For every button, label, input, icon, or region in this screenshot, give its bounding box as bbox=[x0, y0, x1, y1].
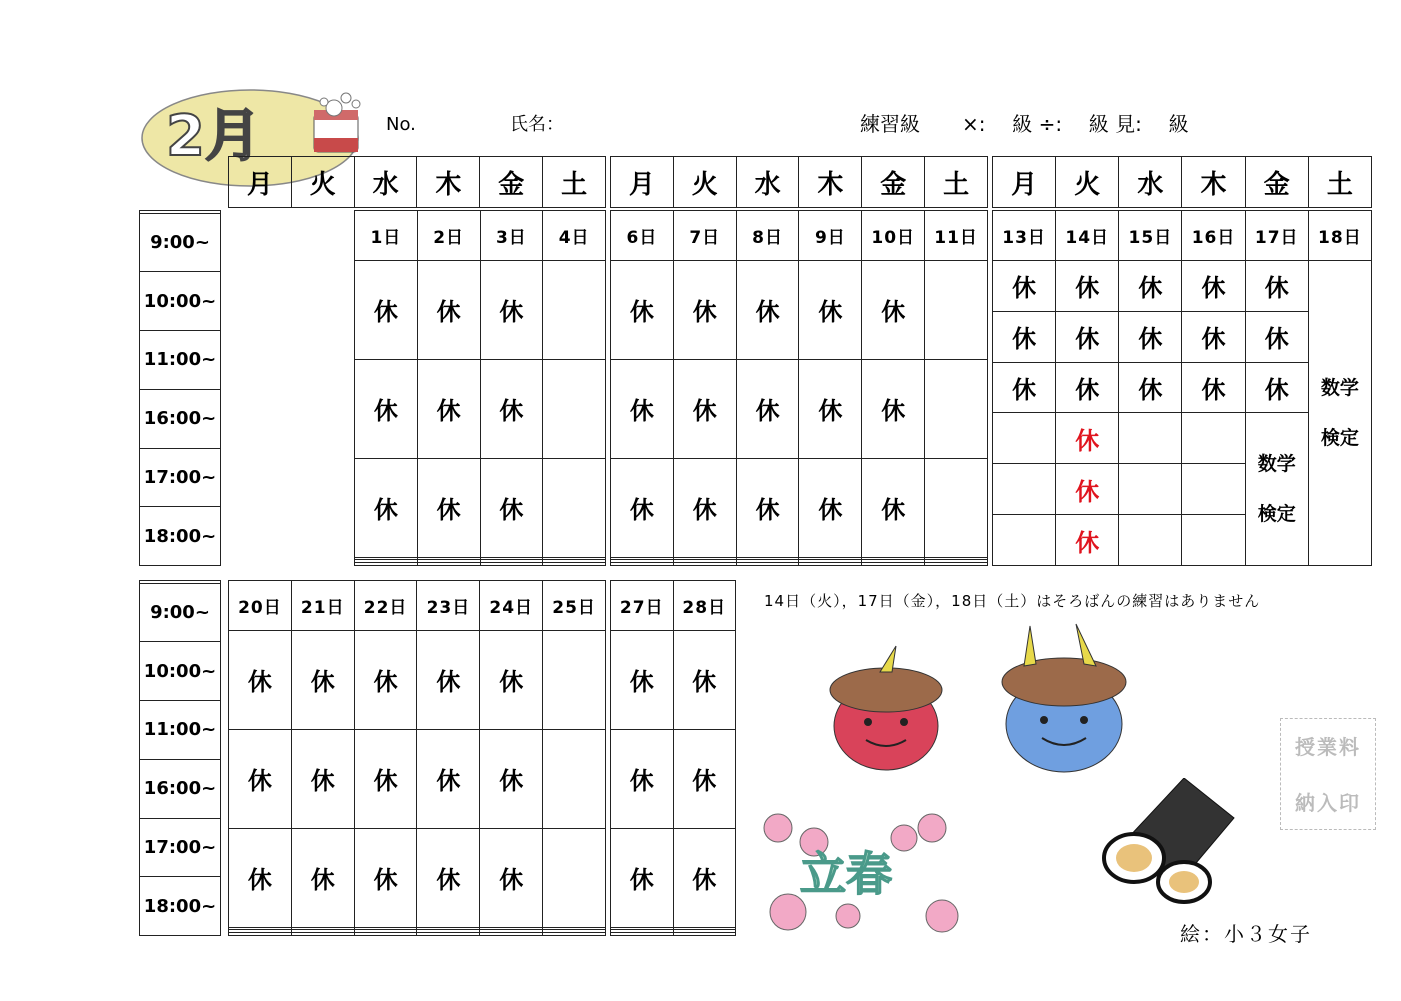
time-label: 16:00~ bbox=[140, 759, 221, 818]
exam-label-line2: 検定 bbox=[1257, 503, 1296, 526]
closed-cell-red: 休 bbox=[1056, 515, 1119, 566]
slot-cell bbox=[543, 563, 606, 566]
closed-cell: 休 bbox=[1182, 362, 1245, 413]
date-cell: 6日 bbox=[611, 211, 674, 261]
closed-cell: 休 bbox=[1182, 261, 1245, 312]
date-cell: 7日 bbox=[673, 211, 736, 261]
weekday: 金 bbox=[862, 157, 925, 208]
time-label: 18:00~ bbox=[140, 507, 221, 566]
date-cell: 18日 bbox=[1308, 211, 1371, 261]
slot-cell bbox=[1182, 515, 1245, 566]
closed-cell: 休 bbox=[480, 828, 543, 927]
closed-cell: 休 bbox=[736, 458, 799, 557]
slot-cell bbox=[925, 261, 988, 360]
weekday: 土 bbox=[543, 157, 606, 208]
slot-cell bbox=[229, 933, 292, 936]
week3-grid bbox=[992, 210, 1372, 566]
time-label: 17:00~ bbox=[140, 818, 221, 877]
weekday: 木 bbox=[417, 157, 480, 208]
ehomaki-illustration bbox=[1088, 778, 1238, 908]
closed-cell: 休 bbox=[993, 362, 1056, 413]
date-cell: 20日 bbox=[229, 581, 292, 631]
slot-cell bbox=[355, 563, 418, 566]
slot-cell bbox=[993, 515, 1056, 566]
slot-cell bbox=[543, 359, 606, 458]
closed-cell: 休 bbox=[480, 631, 543, 730]
closed-cell: 休 bbox=[862, 458, 925, 557]
grade-items bbox=[962, 108, 1189, 137]
slot-cell bbox=[925, 359, 988, 458]
closed-cell: 休 bbox=[799, 359, 862, 458]
stamp-label-line2: 納入印 bbox=[1295, 791, 1361, 815]
closed-cell: 休 bbox=[673, 458, 736, 557]
closed-cell: 休 bbox=[862, 359, 925, 458]
date-cell: 15日 bbox=[1119, 211, 1182, 261]
closed-cell: 休 bbox=[229, 631, 292, 730]
weekday: 火 bbox=[1056, 157, 1119, 208]
date-cell: 28日 bbox=[673, 581, 736, 631]
notice-text: 14日（火），17日（金），18日（土）はそろばんの練習はありません bbox=[764, 592, 1261, 610]
slot-cell bbox=[1119, 515, 1182, 566]
closed-cell: 休 bbox=[417, 458, 480, 557]
closed-cell: 休 bbox=[611, 359, 674, 458]
weekday: 土 bbox=[1308, 157, 1371, 208]
closed-cell: 休 bbox=[611, 458, 674, 557]
closed-cell: 休 bbox=[354, 828, 417, 927]
time-label: 16:00~ bbox=[140, 389, 221, 448]
slot-cell bbox=[1182, 413, 1245, 464]
week2-grid bbox=[610, 210, 988, 566]
grade-label: 練習級 bbox=[860, 112, 920, 136]
closed-cell: 休 bbox=[229, 729, 292, 828]
closed-cell: 休 bbox=[862, 261, 925, 360]
closed-cell: 休 bbox=[673, 828, 736, 927]
slot-cell bbox=[543, 933, 606, 936]
closed-cell: 休 bbox=[1056, 261, 1119, 312]
slot-cell bbox=[673, 563, 736, 566]
weekday: 水 bbox=[1119, 157, 1182, 208]
exam-label-line1: 数学 bbox=[1257, 453, 1296, 476]
closed-cell: 休 bbox=[799, 261, 862, 360]
week4-grid bbox=[228, 580, 606, 936]
mult-label: ×: bbox=[962, 112, 986, 136]
mental-grade: 級 bbox=[1168, 112, 1189, 136]
slot-cell bbox=[736, 563, 799, 566]
slot-cell bbox=[925, 458, 988, 557]
weekday-header-2 bbox=[610, 156, 988, 208]
closed-cell: 休 bbox=[673, 631, 736, 730]
time-label: 18:00~ bbox=[140, 877, 221, 936]
closed-cell: 休 bbox=[229, 828, 292, 927]
slot-cell bbox=[543, 729, 606, 828]
mult-grade: 級 bbox=[1012, 112, 1033, 136]
slot-cell bbox=[1119, 464, 1182, 515]
closed-cell: 休 bbox=[354, 729, 417, 828]
closed-cell: 休 bbox=[1245, 261, 1308, 312]
slot-cell bbox=[1119, 413, 1182, 464]
closed-cell: 休 bbox=[611, 261, 674, 360]
date-cell: 3日 bbox=[480, 211, 543, 261]
closed-cell: 休 bbox=[1182, 311, 1245, 362]
weekday: 火 bbox=[291, 157, 354, 208]
date-cell: 21日 bbox=[291, 581, 354, 631]
risshun-text: 立春 bbox=[800, 847, 892, 901]
closed-cell: 休 bbox=[1056, 362, 1119, 413]
name-label: 氏名： bbox=[510, 114, 564, 135]
slot-cell bbox=[543, 631, 606, 730]
slot-cell bbox=[543, 261, 606, 360]
month-title: 2月 bbox=[166, 104, 261, 169]
closed-cell-red: 休 bbox=[1056, 464, 1119, 515]
date-cell: 2日 bbox=[417, 211, 480, 261]
exam-cell-18 bbox=[1308, 261, 1371, 566]
date-cell: 9日 bbox=[799, 211, 862, 261]
closed-cell: 休 bbox=[417, 828, 480, 927]
weekday: 金 bbox=[1245, 157, 1308, 208]
weekday: 水 bbox=[354, 157, 417, 208]
closed-cell: 休 bbox=[993, 311, 1056, 362]
closed-cell: 休 bbox=[611, 631, 674, 730]
closed-cell: 休 bbox=[673, 261, 736, 360]
slot-cell bbox=[862, 563, 925, 566]
date-cell: 22日 bbox=[354, 581, 417, 631]
slot-cell bbox=[611, 563, 674, 566]
slot-cell bbox=[611, 933, 674, 936]
mental-label: 見: bbox=[1115, 112, 1142, 136]
exam-cell-17 bbox=[1245, 413, 1308, 566]
date-cell: 11日 bbox=[925, 211, 988, 261]
closed-cell: 休 bbox=[736, 359, 799, 458]
date-cell: 8日 bbox=[736, 211, 799, 261]
closed-cell: 休 bbox=[480, 359, 543, 458]
weekday: 木 bbox=[799, 157, 862, 208]
illustration-credit: 絵：小３女子 bbox=[1180, 922, 1312, 946]
slot-cell bbox=[543, 458, 606, 557]
closed-cell: 休 bbox=[611, 729, 674, 828]
weekday: 木 bbox=[1182, 157, 1245, 208]
week1-grid bbox=[354, 210, 606, 566]
date-cell: 1日 bbox=[355, 211, 418, 261]
closed-cell: 休 bbox=[1119, 261, 1182, 312]
time-label: 10:00~ bbox=[140, 642, 221, 701]
time-label: 11:00~ bbox=[140, 331, 221, 390]
red-oni-illustration bbox=[826, 636, 946, 776]
time-label: 9:00~ bbox=[140, 213, 221, 272]
div-grade: 級 bbox=[1088, 112, 1109, 136]
closed-cell: 休 bbox=[480, 458, 543, 557]
date-cell: 4日 bbox=[543, 211, 606, 261]
weekday: 月 bbox=[993, 157, 1056, 208]
closed-cell: 休 bbox=[417, 261, 480, 360]
date-cell: 13日 bbox=[993, 211, 1056, 261]
time-label: 10:00~ bbox=[140, 272, 221, 331]
closed-cell: 休 bbox=[291, 729, 354, 828]
exam-label-line2: 検定 bbox=[1320, 427, 1359, 449]
weekday: 月 bbox=[611, 157, 674, 208]
closed-cell: 休 bbox=[355, 458, 418, 557]
exam-label-line1: 数学 bbox=[1320, 377, 1359, 399]
weekday: 土 bbox=[925, 157, 988, 208]
closed-cell: 休 bbox=[355, 261, 418, 360]
weekday-header-1 bbox=[228, 156, 606, 208]
closed-cell: 休 bbox=[736, 261, 799, 360]
closed-cell: 休 bbox=[611, 828, 674, 927]
slot-cell bbox=[480, 933, 543, 936]
date-cell: 23日 bbox=[417, 581, 480, 631]
closed-cell: 休 bbox=[799, 458, 862, 557]
div-label: ÷: bbox=[1038, 112, 1063, 136]
closed-cell: 休 bbox=[417, 359, 480, 458]
closed-cell: 休 bbox=[1119, 311, 1182, 362]
slot-cell bbox=[993, 413, 1056, 464]
weekday: 月 bbox=[229, 157, 292, 208]
slot-cell bbox=[673, 933, 736, 936]
date-cell: 14日 bbox=[1056, 211, 1119, 261]
weekday: 火 bbox=[673, 157, 736, 208]
closed-cell: 休 bbox=[993, 261, 1056, 312]
closed-cell: 休 bbox=[1245, 362, 1308, 413]
closed-cell: 休 bbox=[1119, 362, 1182, 413]
closed-cell-red: 休 bbox=[1056, 413, 1119, 464]
time-label: 9:00~ bbox=[140, 583, 221, 642]
blue-oni-illustration bbox=[996, 620, 1136, 776]
tuition-stamp-box bbox=[1280, 718, 1376, 830]
slot-cell bbox=[354, 933, 417, 936]
date-cell: 27日 bbox=[611, 581, 674, 631]
closed-cell: 休 bbox=[480, 261, 543, 360]
slot-cell bbox=[480, 563, 543, 566]
weekday: 金 bbox=[480, 157, 543, 208]
weekday: 水 bbox=[736, 157, 799, 208]
slot-cell bbox=[417, 563, 480, 566]
closed-cell: 休 bbox=[291, 828, 354, 927]
slot-cell bbox=[1182, 464, 1245, 515]
weekday-header-3 bbox=[992, 156, 1372, 208]
time-column-1 bbox=[139, 210, 221, 566]
closed-cell: 休 bbox=[480, 729, 543, 828]
date-cell: 24日 bbox=[480, 581, 543, 631]
closed-cell: 休 bbox=[417, 729, 480, 828]
date-cell: 17日 bbox=[1245, 211, 1308, 261]
date-cell: 16日 bbox=[1182, 211, 1245, 261]
stamp-label-line1: 授業料 bbox=[1295, 735, 1361, 759]
closed-cell: 休 bbox=[355, 359, 418, 458]
time-label: 17:00~ bbox=[140, 448, 221, 507]
slot-cell bbox=[925, 563, 988, 566]
closed-cell: 休 bbox=[354, 631, 417, 730]
slot-cell bbox=[799, 563, 862, 566]
time-column-2 bbox=[139, 580, 221, 936]
date-cell: 25日 bbox=[543, 581, 606, 631]
closed-cell: 休 bbox=[1056, 311, 1119, 362]
slot-cell bbox=[993, 464, 1056, 515]
closed-cell: 休 bbox=[673, 359, 736, 458]
time-label: 11:00~ bbox=[140, 701, 221, 760]
slot-cell bbox=[291, 933, 354, 936]
date-cell: 10日 bbox=[862, 211, 925, 261]
closed-cell: 休 bbox=[673, 729, 736, 828]
slot-cell bbox=[417, 933, 480, 936]
slot-cell bbox=[543, 828, 606, 927]
closed-cell: 休 bbox=[291, 631, 354, 730]
no-label: No. bbox=[386, 114, 416, 135]
closed-cell: 休 bbox=[417, 631, 480, 730]
week5-grid bbox=[610, 580, 736, 936]
closed-cell: 休 bbox=[1245, 311, 1308, 362]
